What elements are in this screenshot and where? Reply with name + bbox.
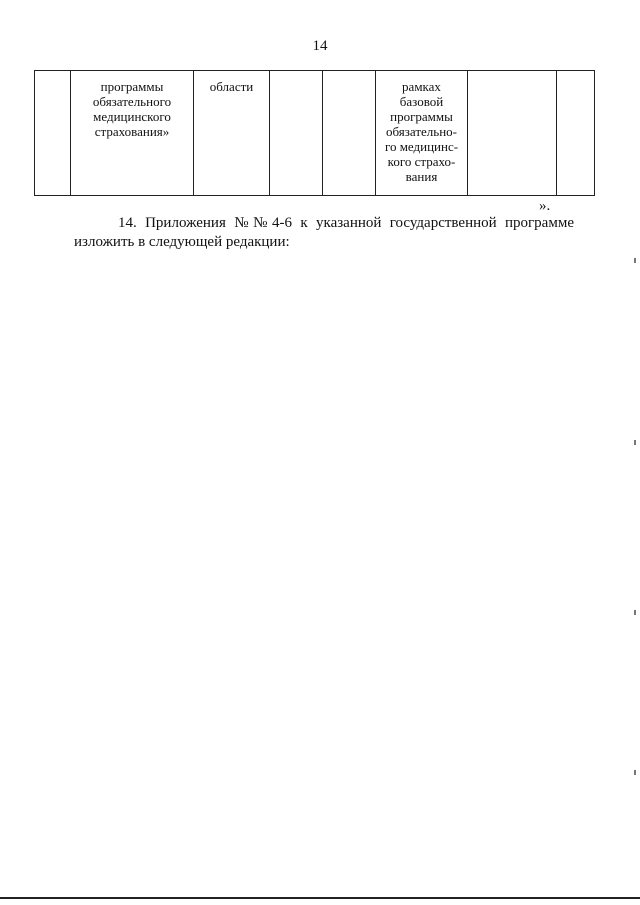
scan-edge-mark	[634, 440, 636, 445]
table-cell-8	[557, 71, 595, 196]
table-cell-7	[468, 71, 557, 196]
paragraph-line-1: 14. Приложения №№4-6 к указанной государственной программе	[118, 215, 574, 231]
page-number: 14	[312, 38, 328, 54]
paragraph-line-2: изложить в следующей редакции:	[74, 234, 290, 250]
cell-text-program-oms: программы обязательного медицинского страхования»	[92, 79, 172, 139]
page-bottom-line	[0, 897, 640, 899]
scan-edge-mark	[634, 258, 636, 263]
table-cell-4	[270, 71, 323, 196]
table-cell-5	[323, 71, 376, 196]
continuation-table	[34, 70, 595, 196]
scan-edge-mark	[634, 610, 636, 615]
table-cell-3	[194, 71, 270, 196]
table-cell-1	[35, 71, 71, 196]
table-cell-2	[71, 71, 194, 196]
table-cell-6	[376, 71, 468, 196]
cell-text-region: области	[209, 79, 254, 94]
table-row	[35, 71, 595, 196]
closing-quote: ».	[539, 198, 551, 214]
paragraph-14	[74, 214, 574, 252]
cell-text-base-program: рамках базовой программы обязательно- го медицинс- кого страхо- вания	[384, 79, 459, 184]
scan-edge-mark	[634, 770, 636, 775]
